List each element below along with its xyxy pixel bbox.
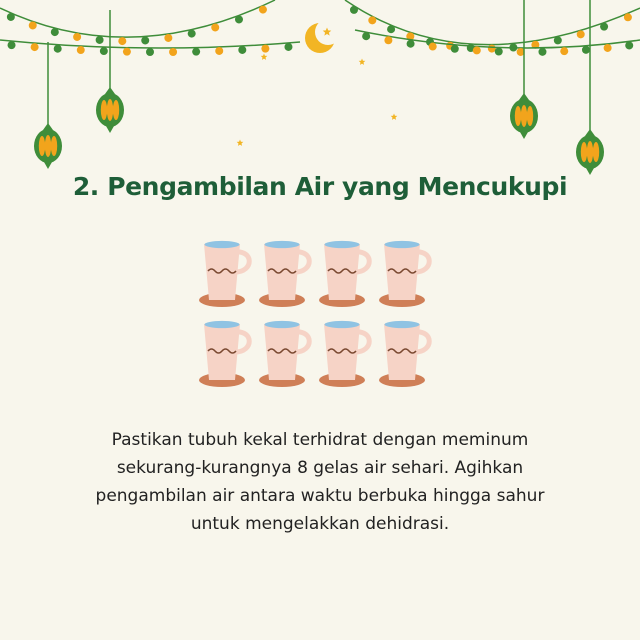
garland-bulb [141, 36, 149, 44]
water-cup-icon [199, 241, 249, 307]
lantern-icon [576, 0, 604, 175]
garland-bulb [77, 46, 85, 54]
garland-bulb [169, 48, 177, 56]
water-cup-icon [259, 241, 309, 307]
garland-bulb [429, 43, 437, 51]
garland-bulb [164, 34, 172, 42]
garland-bulb [600, 23, 608, 31]
garland-bulb [407, 40, 415, 48]
garland-bulb [211, 23, 219, 31]
garland-bulb [560, 47, 568, 55]
garland-bulb [29, 21, 37, 29]
water-cup-icon [379, 321, 429, 387]
garland-bulb [362, 32, 370, 40]
body-line: untuk mengelakkan dehidrasi. [190, 514, 450, 534]
garland-bulb [604, 44, 612, 52]
garland-bulb [54, 45, 62, 53]
star-icon [359, 59, 366, 65]
body-line: Pastikan tubuh kekal terhidrat dengan meminum [111, 430, 529, 450]
garland-bulb [238, 46, 246, 54]
garland-bulb [451, 45, 459, 53]
garland-bulb [118, 37, 126, 45]
garland-bulb [495, 48, 503, 56]
garland-bulb [146, 48, 154, 56]
water-cups-illustration [192, 236, 448, 396]
garland-bulb [387, 25, 395, 33]
garland-bulb [554, 36, 562, 44]
page-title: 2. Pengambilan Air yang Mencukupi [72, 172, 568, 201]
garland-bulb [384, 36, 392, 44]
garland-bulb [188, 30, 196, 38]
garland-bulb [577, 30, 585, 38]
garland-bulb [284, 43, 292, 51]
water-cup-icon [199, 321, 249, 387]
body-line: pengambilan air antara waktu berbuka hingga sahur [95, 486, 545, 506]
water-cup-icon [379, 241, 429, 307]
body-line: sekurang-kurangnya 8 gelas air sehari. Agihkan [116, 458, 524, 478]
garland-bulb [473, 46, 481, 54]
garland-bulb [7, 13, 15, 21]
crescent-moon-icon [305, 19, 341, 53]
lantern-icon [34, 42, 62, 169]
garland-bulb [538, 48, 546, 56]
star-icon [237, 140, 244, 146]
garland-bulb [624, 13, 632, 21]
garland-bulb [51, 28, 59, 36]
star-icon [261, 54, 268, 60]
lantern-icon [510, 0, 538, 139]
garland-bulb [73, 33, 81, 41]
water-cup-icon [319, 321, 369, 387]
garland-bulb [96, 36, 104, 44]
star-icon [391, 114, 398, 120]
garland-bulb [368, 16, 376, 24]
garland-bulb [582, 46, 590, 54]
garland-bulb [261, 45, 269, 53]
garland-bulb [235, 15, 243, 23]
lantern-icon [96, 10, 124, 133]
garland-bulb [123, 48, 131, 56]
garland-bulb [350, 6, 358, 14]
garland-bulb [100, 47, 108, 55]
body-text [60, 426, 580, 538]
garland-bulb [488, 45, 496, 53]
water-cup-icon [259, 321, 309, 387]
garland-bulb [8, 41, 16, 49]
garland-bulb [31, 43, 39, 51]
garland-bulb [625, 41, 633, 49]
garland-bulb [259, 6, 267, 14]
garland-bulb [215, 47, 223, 55]
water-cup-icon [319, 241, 369, 307]
garland-bulb [192, 48, 200, 56]
